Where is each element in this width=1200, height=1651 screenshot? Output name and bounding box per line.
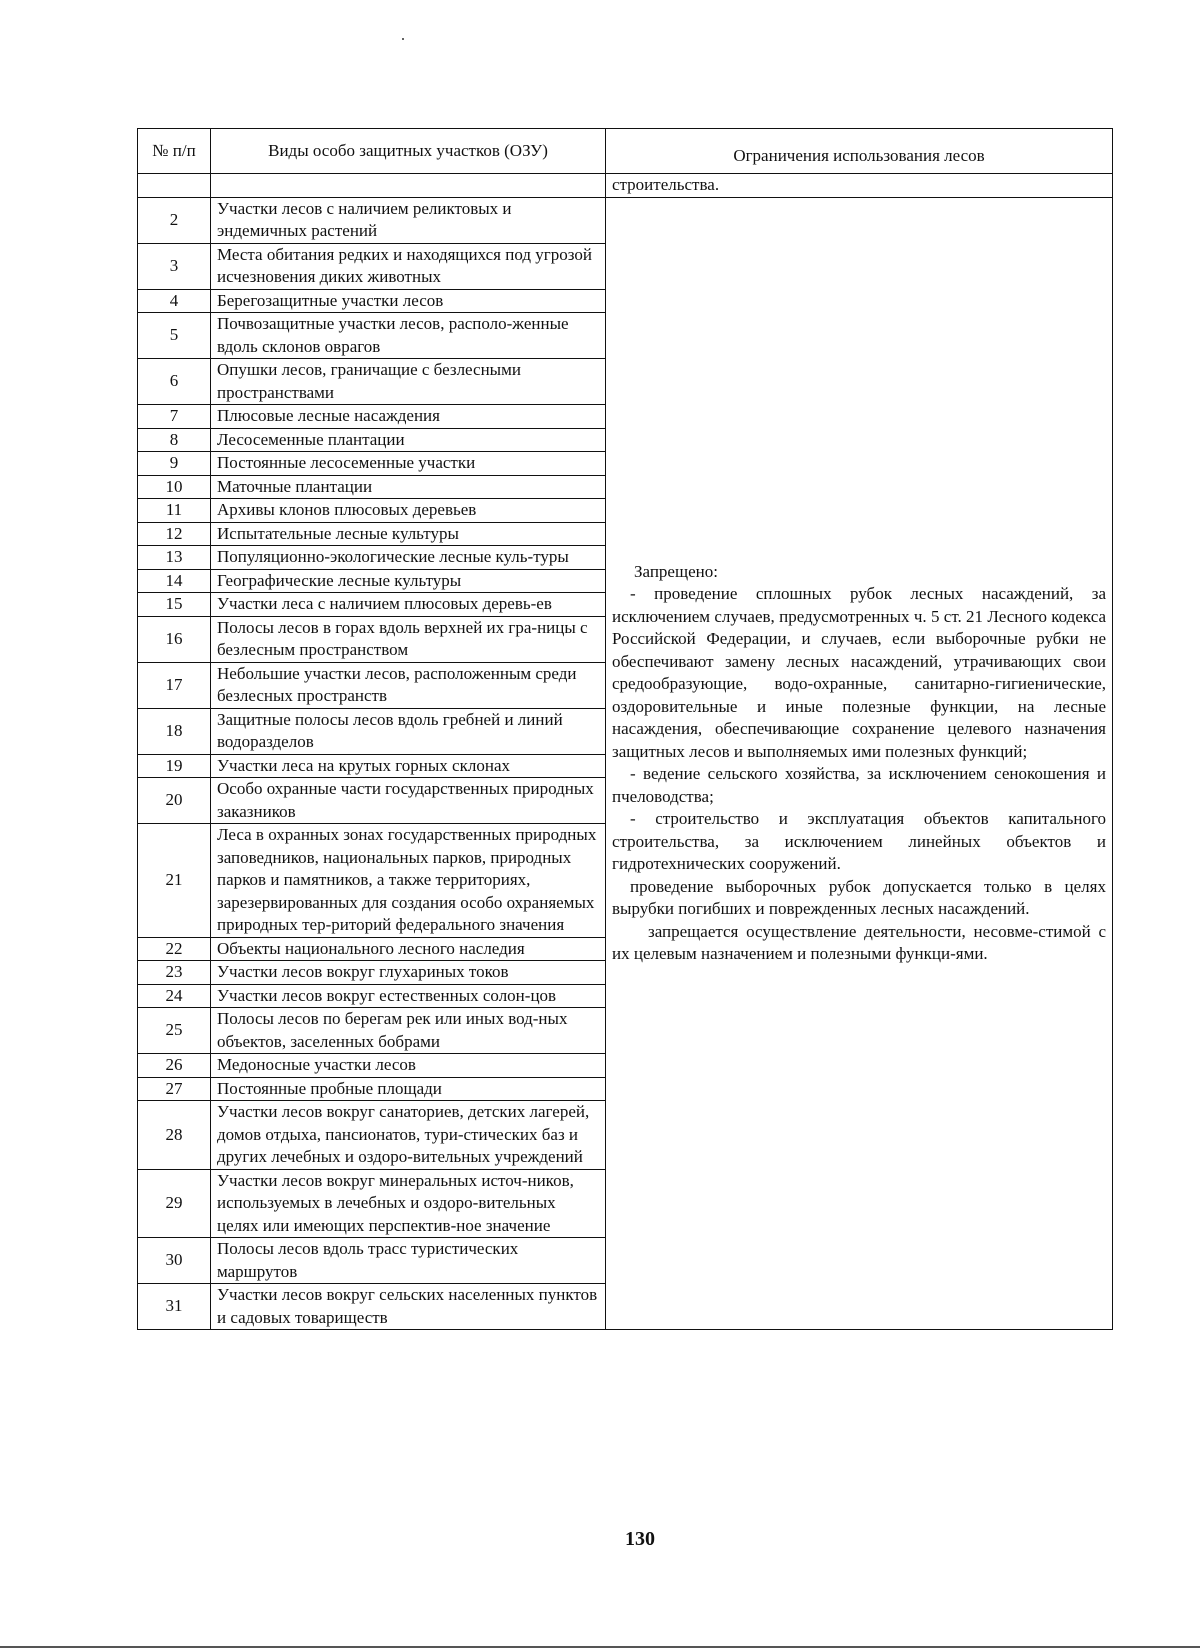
row-area-type: Места обитания редких и находящихся под угрозой исчезновения диких животных [211, 243, 606, 289]
limitation-selective-felling: проведение выборочных рубок допускается только в целях вырубки погибших и поврежденных лесных насаждений. [612, 876, 1106, 919]
row-number: 7 [138, 405, 211, 429]
row-number: 23 [138, 961, 211, 985]
row-area-type: Участки лесов вокруг сельских населенных пунктов и садовых товариществ [211, 1284, 606, 1330]
row-area-type: Популяционно-экологические лесные куль-туры [211, 546, 606, 570]
row-area-type: Берегозащитные участки лесов [211, 289, 606, 313]
row-number: 10 [138, 475, 211, 499]
row-area-type: Полосы лесов по берегам рек или иных вод-ных объектов, заселенных бобрами [211, 1008, 606, 1054]
header-type: Виды особо защитных участков (ОЗУ) [211, 129, 606, 174]
row-area-type: Защитные полосы лесов вдоль гребней и линий водоразделов [211, 708, 606, 754]
row-number: 26 [138, 1054, 211, 1078]
row-area-type: Географические лесные культуры [211, 569, 606, 593]
row-area-type: Маточные плантации [211, 475, 606, 499]
row-area-type: Участки лесов с наличием реликтовых и эндемичных растений [211, 197, 606, 243]
row-number: 17 [138, 662, 211, 708]
row-number: 28 [138, 1101, 211, 1170]
row-area-type: Участки лесов вокруг естественных солон-цов [211, 984, 606, 1008]
row-area-type: Опушки лесов, граничащие с безлесными пространствами [211, 359, 606, 405]
row-area-type: Плюсовые лесные насаждения [211, 405, 606, 429]
row-area-type: Архивы клонов плюсовых деревьев [211, 499, 606, 523]
bottom-rule [0, 1646, 1200, 1648]
row-area-type: Участки лесов вокруг минеральных источ-ников, используемых в лечебных и оздоро-вительных целях или имеющих перспектив-ное значение [211, 1169, 606, 1238]
row-area-type: Объекты национального лесного наследия [211, 937, 606, 961]
table-row [138, 197, 1113, 243]
row-number: 3 [138, 243, 211, 289]
row-number: 27 [138, 1077, 211, 1101]
table-body [138, 174, 1113, 1330]
ozu-table [137, 128, 1113, 1330]
header-limits: Ограничения использования лесов [606, 129, 1113, 174]
row-number: 31 [138, 1284, 211, 1330]
row-number: 30 [138, 1238, 211, 1284]
limitations-title: Запрещено: [634, 561, 718, 581]
row-number: 24 [138, 984, 211, 1008]
row-number: 5 [138, 313, 211, 359]
row-area-type: Постоянные пробные площади [211, 1077, 606, 1101]
limitation-construction: - строительство и эксплуатация объектов капитального строительства, за исключением линейных объектов и гидротехнических сооружений. [612, 809, 1106, 874]
row-area-type: Испытательные лесные культуры [211, 522, 606, 546]
row-area-type: Участки леса с наличием плюсовых деревь-ев [211, 593, 606, 617]
row-number: 14 [138, 569, 211, 593]
row-area-type: Полосы лесов в горах вдоль верхней их гра-ницы с безлесным пространством [211, 616, 606, 662]
row-number: 29 [138, 1169, 211, 1238]
row-number: 13 [138, 546, 211, 570]
row-number: 20 [138, 778, 211, 824]
row-area-type: Участки леса на крутых горных склонах [211, 754, 606, 778]
limitation-clearcut: - проведение сплошных рубок лесных насаждений, за исключением случаев, предусмотренных ч. 5 ст. 21 Лесного кодекса Российской Федерации, и случаев, если выборочные рубки не обеспечивают замену лесных насаждений, утрачивающих свои средообразующие, водо-охранные, санитарно-гигиенические, оздоровительные и иные полезные функции, на лесные насаждения, обеспечивающие сохранение целевого назначения защитных лесов и выполняемых ими полезных функций; [612, 584, 1106, 761]
row-number: 16 [138, 616, 211, 662]
row-area-type: Лесосеменные плантации [211, 428, 606, 452]
row-area-type: Участки лесов вокруг санаториев, детских лагерей, домов отдыха, пансионатов, тури-стических баз и других лечебных и оздоро-вительных учреждений [211, 1101, 606, 1170]
row-number: 25 [138, 1008, 211, 1054]
row-number: 15 [138, 593, 211, 617]
row-number: 4 [138, 289, 211, 313]
row-number: 12 [138, 522, 211, 546]
row-area-type: Небольшие участки лесов, расположенным среди безлесных пространств [211, 662, 606, 708]
limitation-incompatible-activity: запрещается осуществление деятельности, несовме-стимой с их целевым назначением и полезными функци-ями. [612, 921, 1106, 964]
row-number: 18 [138, 708, 211, 754]
scan-speck [402, 38, 404, 40]
row-area-type: Полосы лесов вдоль трасс туристических маршрутов [211, 1238, 606, 1284]
page-number: 130 [625, 1528, 655, 1550]
row-number: 11 [138, 499, 211, 523]
row-number: 8 [138, 428, 211, 452]
limitations-cell [606, 197, 1113, 1330]
table-header-row [138, 129, 1113, 174]
continuation-text: строительства. [606, 174, 1113, 198]
row-area-type: Почвозащитные участки лесов, располо-женные вдоль склонов оврагов [211, 313, 606, 359]
row-number: 19 [138, 754, 211, 778]
row-number: 6 [138, 359, 211, 405]
row-area-type: Постоянные лесосеменные участки [211, 452, 606, 476]
row-number: 21 [138, 824, 211, 938]
row-area-type: Участки лесов вокруг глухариных токов [211, 961, 606, 985]
row-number: 9 [138, 452, 211, 476]
row-area-type: Особо охранные части государственных природных заказников [211, 778, 606, 824]
row-number: 22 [138, 937, 211, 961]
row-area-type: Медоносные участки лесов [211, 1054, 606, 1078]
row-area-type: Леса в охранных зонах государственных природных заповедников, национальных парков, природных парков и памятников, а также территориях, зарезервированных для создания особо охраняемых природных тер-риторий федерального значения [211, 824, 606, 938]
header-num: № п/п [138, 129, 211, 174]
limitation-agriculture: - ведение сельского хозяйства, за исключением сенокошения и пчеловодства; [612, 764, 1106, 806]
continuation-row [138, 174, 1113, 198]
row-number: 2 [138, 197, 211, 243]
